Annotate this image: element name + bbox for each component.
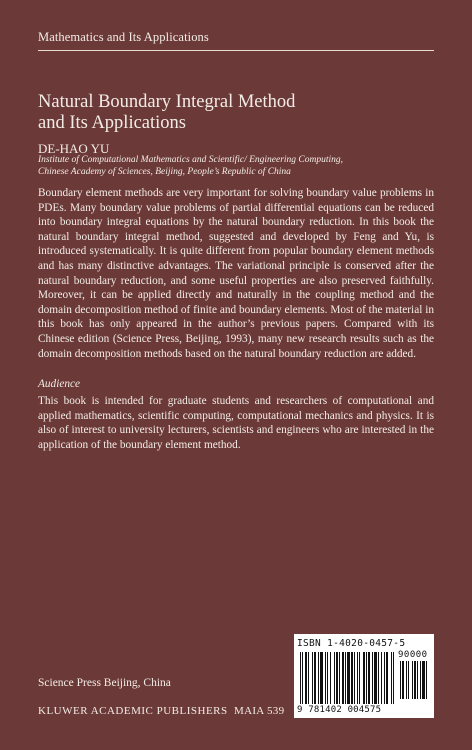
series-number: MAIA 539 <box>234 705 285 717</box>
book-title <box>38 92 438 134</box>
price-code: 90000 <box>398 650 428 660</box>
affiliation-line-2: Chinese Academy of Sciences, Beijing, People’s Republic of China <box>38 167 291 177</box>
author-name: DE-HAO YU <box>38 141 110 156</box>
audience-text: This book is intended for graduate students and researchers of computational and applied mathematics, scientific computing, computational mechanics and physics. It is also of interest to university lecturers, scientists and engineers who are interested in the application of the boundary element method. <box>38 395 434 451</box>
ean-barcode <box>300 652 396 704</box>
audience-heading: Audience <box>38 378 81 390</box>
title-line-2: and Its Applications <box>38 113 186 133</box>
addon-barcode <box>400 661 430 699</box>
isbn-number: ISBN 1-4020-0457-5 <box>297 638 406 649</box>
publisher-name: KLUWER ACADEMIC PUBLISHERS <box>38 705 228 717</box>
ean-digits: 9 781402 004575 <box>297 705 382 715</box>
header-rule <box>38 50 434 51</box>
isbn-barcode-box <box>294 634 434 718</box>
book-description: Boundary element methods are very important for solving boundary value problems in PDEs. Many boundary value problems of partial differential equations can be reduced into boundary integral equations by the natural boundary reduction. In this book the natural boundary integral method, suggested and developed by Feng and Yu, is introduced systematically. It is quite different from popular boundary element methods and has many distinctive advantages. The variational principle is conserved after the natural boundary reduction, and some useful properties are also preserved faithfully. Moreover, it can be applied directly and naturally in the coupling method and the domain decomposition method of finite and boundary elements. Most of the material in this book has only appeared in the author’s previous papers. Compared with its Chinese edition (Science Press, Beijing, 1993), many new research results such as the domain decomposition methods based on the natural boundary reduction are added. <box>38 187 434 360</box>
title-line-1: Natural Boundary Integral Method <box>38 92 296 112</box>
publisher-place: Science Press Beijing, China <box>38 677 171 689</box>
author-affiliation <box>38 154 438 178</box>
series-title: Mathematics and Its Applications <box>38 30 209 44</box>
affiliation-line-1: Institute of Computational Mathematics and Scientific/ Engineering Computing, <box>38 155 344 165</box>
